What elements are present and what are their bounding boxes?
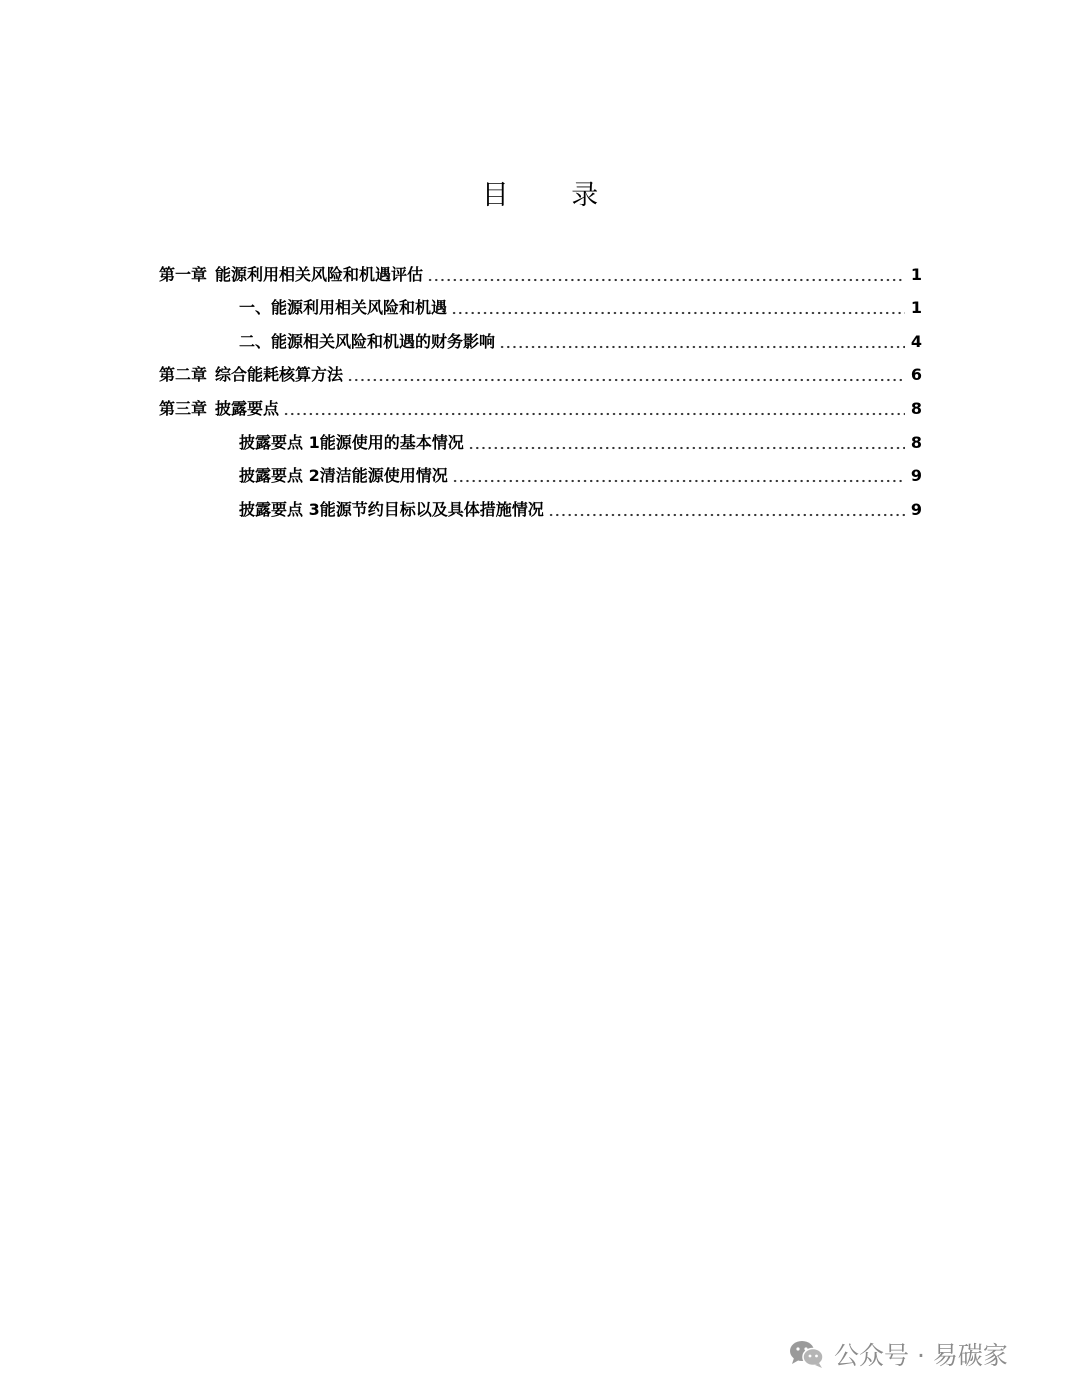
watermark-text: 公众号 · 易碳家 [834,1341,1008,1370]
toc-entry-text: 综合能耗核算方法 [215,365,344,385]
toc-entry-text: 能源节约目标以及具体措施情况 [319,499,544,519]
dot-leader [499,335,905,349]
dot-leader [468,436,905,450]
toc-entry-page: 6 [910,365,922,385]
toc-entry-prefix: 第一章 [159,264,208,284]
toc-entry-text: 能源使用的基本情况 [319,432,464,452]
toc-entry-text: 能源相关风险和机遇的财务影响 [271,331,496,351]
dot-leader [283,402,905,416]
toc-title: 目 录 [481,180,626,211]
toc-entry-prefix: 第三章 [159,398,208,418]
toc-entry[interactable] [159,252,922,286]
toc-entry-page: 9 [910,499,922,519]
toc-list [159,252,922,521]
toc-entry[interactable] [159,420,922,454]
dot-leader [451,301,905,315]
toc-entry-prefix: 二、 [239,331,272,351]
toc-entry-prefix: 披露要点 3 [239,499,320,519]
dot-leader [347,368,905,382]
toc-entry-page: 1 [910,264,922,284]
toc-entry-page: 4 [910,331,922,351]
toc-entry[interactable] [159,487,922,521]
toc-entry-prefix: 一、 [239,298,272,318]
toc-entry[interactable] [159,286,922,320]
toc-entry-prefix: 披露要点 1 [239,432,320,452]
toc-entry-page: 9 [910,466,922,486]
toc-entry-prefix: 第二章 [159,365,208,385]
toc-entry[interactable] [159,386,922,420]
dot-leader [548,503,905,517]
wechat-icon [788,1338,826,1370]
toc-entry[interactable] [159,454,922,488]
toc-entry-text: 清洁能源使用情况 [319,466,448,486]
toc-entry-page: 8 [910,398,922,418]
toc-entry-text: 披露要点 [215,398,280,418]
toc-entry-prefix: 披露要点 2 [239,466,320,486]
toc-entry[interactable] [159,319,922,353]
toc-entry[interactable] [159,353,922,387]
dot-leader [427,268,905,282]
toc-entry-text: 能源利用相关风险和机遇评估 [215,264,424,284]
dot-leader [452,469,905,483]
toc-entry-page: 1 [910,298,922,318]
toc-entry-text: 能源利用相关风险和机遇 [271,298,448,318]
watermark [788,1336,1008,1372]
toc-entry-page: 8 [910,432,922,452]
